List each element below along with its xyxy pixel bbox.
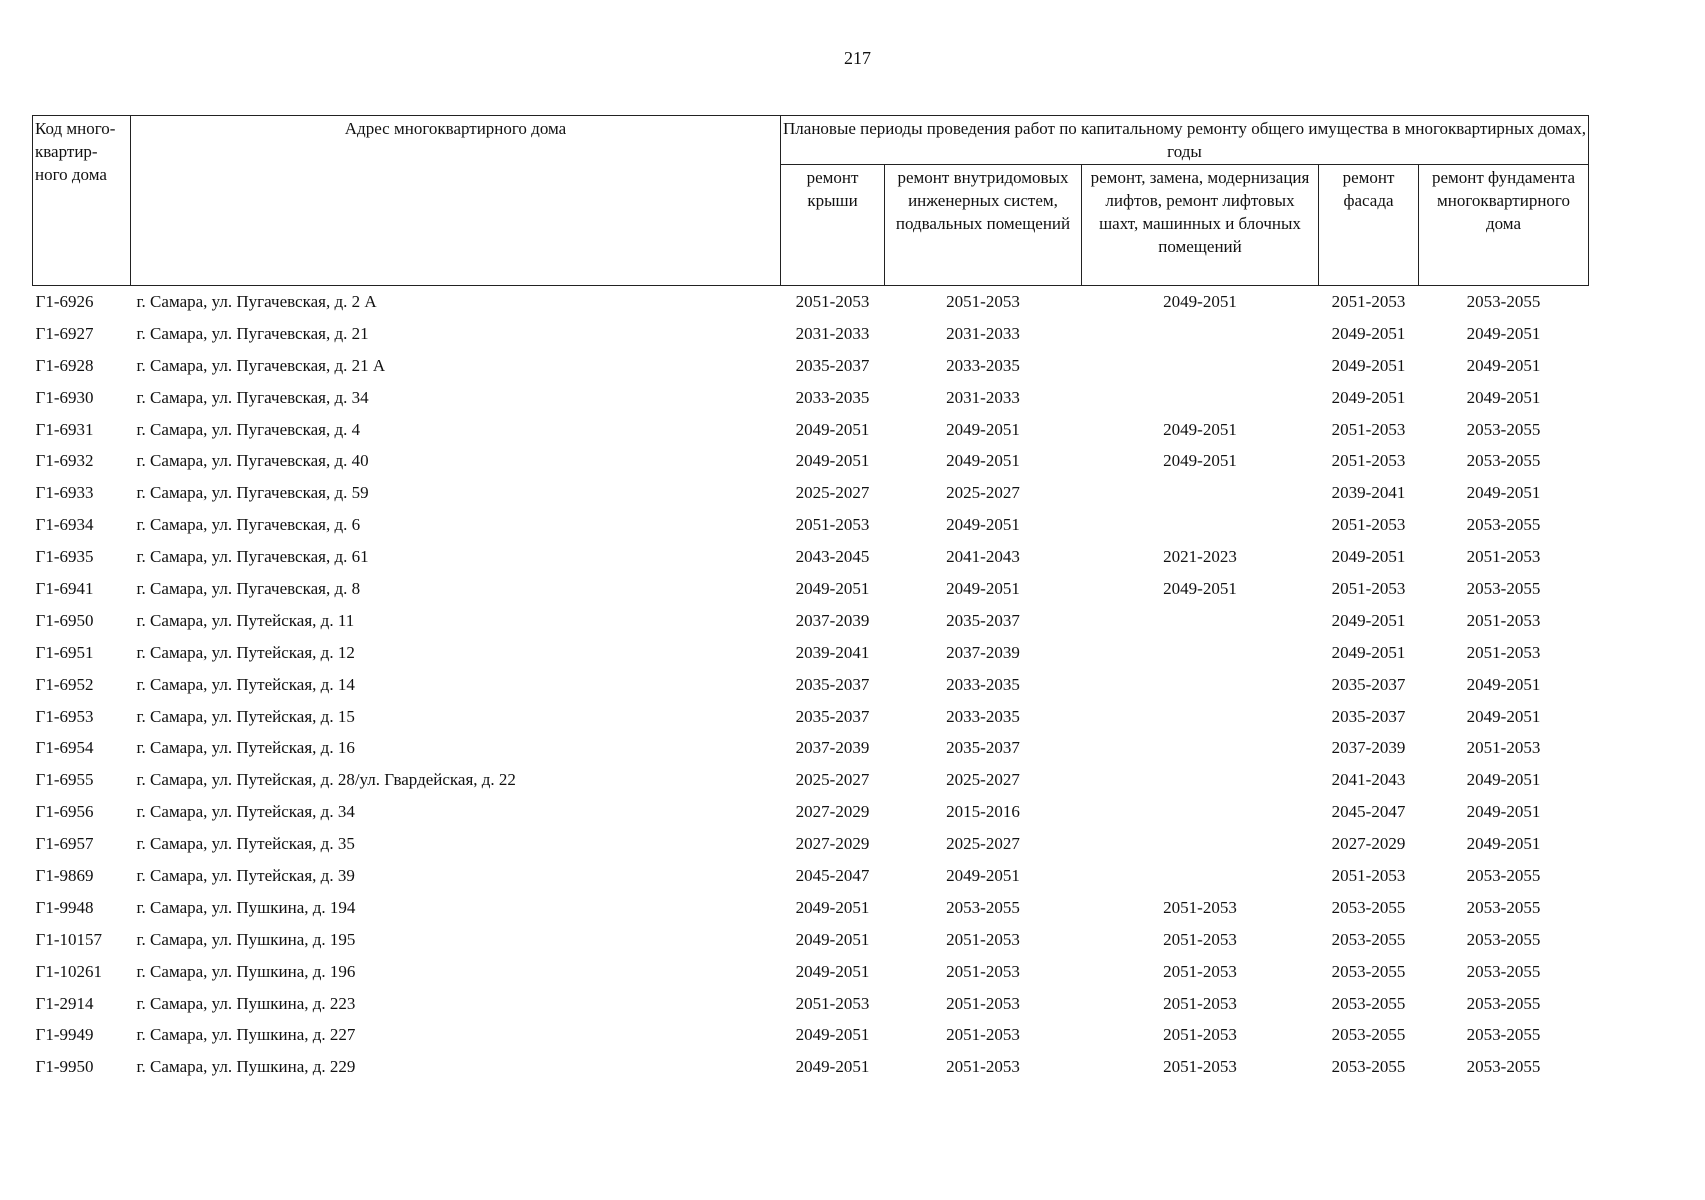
- cell-code: Г1-6932: [35, 451, 94, 471]
- cell-code: Г1-6927: [35, 323, 94, 343]
- header-roof: ремонт крыши: [781, 165, 885, 286]
- cell-roof: 2039-2041: [795, 642, 870, 662]
- table-row: [33, 796, 1589, 828]
- header-foundation: ремонт фундамента многоквартирного дома: [1419, 165, 1589, 286]
- table-row: [33, 445, 1589, 477]
- cell-facade: 2039-2041: [1331, 483, 1406, 503]
- cell-lifts: 2051-2053: [1163, 1025, 1237, 1045]
- cell-facade: 2051-2053: [1331, 578, 1406, 598]
- cell-code: Г1-6941: [35, 578, 94, 598]
- cell-code: Г1-6928: [35, 355, 94, 375]
- cell-foundation: 2053-2055: [1466, 451, 1541, 471]
- cell-address: г. Самара, ул. Путейская, д. 39: [136, 865, 355, 885]
- cell-engineering: 2035-2037: [946, 610, 1020, 630]
- cell-foundation: 2049-2051: [1466, 834, 1541, 854]
- table-row: [33, 828, 1589, 860]
- cell-code: Г1-6954: [35, 738, 94, 758]
- table-row: [33, 637, 1589, 669]
- table-row: [33, 860, 1589, 892]
- cell-code: Г1-6952: [35, 674, 94, 694]
- cell-code: Г1-6951: [35, 642, 94, 662]
- cell-address: г. Самара, ул. Путейская, д. 35: [136, 834, 355, 854]
- cell-engineering: 2051-2053: [946, 291, 1020, 311]
- cell-lifts: [1082, 605, 1319, 637]
- cell-facade: 2053-2055: [1331, 993, 1406, 1013]
- cell-address: г. Самара, ул. Пушкина, д. 195: [136, 929, 356, 949]
- cell-address: г. Самара, ул. Пушкина, д. 223: [136, 993, 356, 1013]
- cell-foundation: 2051-2053: [1466, 547, 1541, 567]
- cell-foundation: 2049-2051: [1466, 674, 1541, 694]
- cell-code: Г1-6953: [35, 706, 94, 726]
- cell-facade: 2053-2055: [1331, 1057, 1406, 1077]
- cell-facade: 2053-2055: [1331, 961, 1406, 981]
- cell-code: Г1-2914: [35, 993, 94, 1013]
- cell-address: г. Самара, ул. Пушкина, д. 227: [136, 1025, 356, 1045]
- cell-lifts: [1082, 637, 1319, 669]
- cell-facade: 2051-2053: [1331, 865, 1406, 885]
- cell-engineering: 2051-2053: [946, 993, 1020, 1013]
- cell-foundation: 2053-2055: [1466, 929, 1541, 949]
- table-row: [33, 318, 1589, 350]
- cell-engineering: 2031-2033: [946, 323, 1020, 343]
- table-row: [33, 1019, 1589, 1051]
- cell-facade: 2045-2047: [1331, 802, 1406, 822]
- cell-engineering: 2051-2053: [946, 1057, 1020, 1077]
- cell-lifts: 2021-2023: [1163, 547, 1237, 567]
- table-row: [33, 382, 1589, 414]
- cell-engineering: 2033-2035: [946, 706, 1020, 726]
- capital-repair-table: [32, 115, 1589, 1083]
- table-row: [33, 541, 1589, 573]
- cell-facade: 2051-2053: [1331, 291, 1406, 311]
- cell-facade: 2049-2051: [1331, 387, 1406, 407]
- cell-lifts: [1082, 796, 1319, 828]
- cell-facade: 2035-2037: [1331, 706, 1406, 726]
- cell-foundation: 2049-2051: [1466, 483, 1541, 503]
- cell-roof: 2033-2035: [795, 387, 870, 407]
- cell-code: Г1-6934: [35, 515, 94, 535]
- cell-address: г. Самара, ул. Пушкина, д. 194: [136, 897, 356, 917]
- cell-roof: 2025-2027: [795, 770, 870, 790]
- cell-lifts: 2051-2053: [1163, 993, 1237, 1013]
- table-row: [33, 1051, 1589, 1083]
- cell-facade: 2049-2051: [1331, 610, 1406, 630]
- cell-facade: 2053-2055: [1331, 1025, 1406, 1045]
- cell-facade: 2051-2053: [1331, 451, 1406, 471]
- cell-address: г. Самара, ул. Пугачевская, д. 4: [136, 419, 361, 439]
- cell-facade: 2053-2055: [1331, 897, 1406, 917]
- cell-lifts: 2051-2053: [1163, 897, 1237, 917]
- cell-roof: 2049-2051: [795, 1057, 870, 1077]
- cell-roof: 2025-2027: [795, 483, 870, 503]
- cell-foundation: 2053-2055: [1466, 1057, 1541, 1077]
- table-row: [33, 956, 1589, 988]
- cell-foundation: 2053-2055: [1466, 961, 1541, 981]
- cell-code: Г1-10261: [35, 961, 102, 981]
- page-number: 217: [844, 48, 871, 68]
- cell-roof: 2051-2053: [795, 515, 870, 535]
- cell-foundation: 2053-2055: [1466, 419, 1541, 439]
- cell-lifts: [1082, 701, 1319, 733]
- cell-roof: 2035-2037: [795, 355, 870, 375]
- cell-engineering: 2051-2053: [946, 929, 1020, 949]
- cell-foundation: 2049-2051: [1466, 706, 1541, 726]
- cell-lifts: 2049-2051: [1163, 419, 1237, 439]
- cell-facade: 2049-2051: [1331, 323, 1406, 343]
- cell-address: г. Самара, ул. Путейская, д. 34: [136, 802, 355, 822]
- cell-engineering: 2049-2051: [946, 578, 1020, 598]
- cell-roof: 2049-2051: [795, 578, 870, 598]
- cell-foundation: 2049-2051: [1466, 323, 1541, 343]
- cell-roof: 2049-2051: [795, 929, 870, 949]
- cell-code: Г1-9948: [35, 897, 94, 917]
- cell-engineering: 2051-2053: [946, 1025, 1020, 1045]
- cell-code: Г1-6956: [35, 802, 94, 822]
- cell-facade: 2053-2055: [1331, 929, 1406, 949]
- cell-facade: 2051-2053: [1331, 419, 1406, 439]
- cell-lifts: 2051-2053: [1163, 961, 1237, 981]
- table-row: [33, 477, 1589, 509]
- table-row: [33, 669, 1589, 701]
- cell-code: Г1-6930: [35, 387, 94, 407]
- cell-lifts: 2051-2053: [1163, 1057, 1237, 1077]
- cell-foundation: 2049-2051: [1466, 387, 1541, 407]
- cell-roof: 2051-2053: [795, 993, 870, 1013]
- table-row: [33, 414, 1589, 446]
- cell-foundation: 2053-2055: [1466, 1025, 1541, 1045]
- cell-code: Г1-9869: [35, 865, 94, 885]
- header-periods: Плановые периоды проведения работ по капитальному ремонту общего имущества в многоквартирных домах, годы: [781, 116, 1589, 165]
- cell-address: г. Самара, ул. Пугачевская, д. 21 А: [136, 355, 386, 375]
- cell-roof: 2037-2039: [795, 610, 870, 630]
- cell-code: Г1-6955: [35, 770, 94, 790]
- table-row: [33, 350, 1589, 382]
- header-code: Код много-квартир-ного дома: [33, 116, 131, 286]
- table-row: [33, 573, 1589, 605]
- cell-facade: 2051-2053: [1331, 515, 1406, 535]
- cell-lifts: 2049-2051: [1163, 291, 1237, 311]
- cell-code: Г1-6926: [35, 291, 94, 311]
- cell-engineering: 2049-2051: [946, 515, 1020, 535]
- cell-engineering: 2035-2037: [946, 738, 1020, 758]
- table-row: [33, 732, 1589, 764]
- cell-roof: 2027-2029: [795, 802, 870, 822]
- cell-roof: 2035-2037: [795, 706, 870, 726]
- cell-engineering: 2025-2027: [946, 770, 1020, 790]
- cell-foundation: 2053-2055: [1466, 515, 1541, 535]
- cell-lifts: [1082, 350, 1319, 382]
- table-row: [33, 605, 1589, 637]
- cell-facade: 2035-2037: [1331, 674, 1406, 694]
- cell-foundation: 2049-2051: [1466, 802, 1541, 822]
- cell-roof: 2045-2047: [795, 865, 870, 885]
- table-row: [33, 764, 1589, 796]
- cell-lifts: [1082, 860, 1319, 892]
- cell-engineering: 2031-2033: [946, 387, 1020, 407]
- cell-roof: 2043-2045: [795, 547, 870, 567]
- cell-facade: 2037-2039: [1331, 738, 1406, 758]
- cell-roof: 2027-2029: [795, 834, 870, 854]
- cell-address: г. Самара, ул. Пугачевская, д. 6: [136, 515, 361, 535]
- cell-roof: 2049-2051: [795, 419, 870, 439]
- cell-engineering: 2015-2016: [946, 802, 1020, 822]
- cell-engineering: 2051-2053: [946, 961, 1020, 981]
- cell-address: г. Самара, ул. Пугачевская, д. 21: [136, 323, 369, 343]
- cell-foundation: 2053-2055: [1466, 291, 1541, 311]
- table-row: [33, 892, 1589, 924]
- table-header: [33, 116, 1589, 286]
- cell-roof: 2049-2051: [795, 897, 870, 917]
- cell-facade: 2049-2051: [1331, 355, 1406, 375]
- cell-lifts: [1082, 382, 1319, 414]
- cell-foundation: 2053-2055: [1466, 865, 1541, 885]
- cell-engineering: 2025-2027: [946, 834, 1020, 854]
- cell-lifts: [1082, 828, 1319, 860]
- cell-code: Г1-6933: [35, 483, 94, 503]
- cell-foundation: 2051-2053: [1466, 610, 1541, 630]
- cell-lifts: [1082, 669, 1319, 701]
- cell-foundation: 2053-2055: [1466, 897, 1541, 917]
- cell-engineering: 2033-2035: [946, 674, 1020, 694]
- cell-address: г. Самара, ул. Пугачевская, д. 59: [136, 483, 369, 503]
- cell-code: Г1-6931: [35, 419, 94, 439]
- table-row: [33, 924, 1589, 956]
- cell-address: г. Самара, ул. Пугачевская, д. 61: [136, 547, 369, 567]
- cell-code: Г1-6935: [35, 547, 94, 567]
- cell-engineering: 2049-2051: [946, 865, 1020, 885]
- cell-address: г. Самара, ул. Путейская, д. 28/ул. Гвардейская, д. 22: [136, 770, 516, 790]
- cell-foundation: 2051-2053: [1466, 738, 1541, 758]
- cell-foundation: 2053-2055: [1466, 578, 1541, 598]
- header-engineering: ремонт внутридомовых инженерных систем, подвальных помещений: [885, 165, 1082, 286]
- table-row: [33, 286, 1589, 318]
- cell-facade: 2049-2051: [1331, 642, 1406, 662]
- cell-address: г. Самара, ул. Пугачевская, д. 40: [136, 451, 369, 471]
- cell-address: г. Самара, ул. Путейская, д. 11: [136, 610, 355, 630]
- cell-engineering: 2041-2043: [946, 547, 1020, 567]
- cell-address: г. Самара, ул. Путейская, д. 16: [136, 738, 355, 758]
- cell-roof: 2031-2033: [795, 323, 870, 343]
- cell-lifts: 2049-2051: [1163, 451, 1237, 471]
- cell-facade: 2049-2051: [1331, 547, 1406, 567]
- header-facade: ремонт фасада: [1319, 165, 1419, 286]
- cell-code: Г1-9949: [35, 1025, 94, 1045]
- cell-code: Г1-10157: [35, 929, 102, 949]
- table-body: [33, 286, 1589, 1084]
- cell-roof: 2049-2051: [795, 1025, 870, 1045]
- cell-address: г. Самара, ул. Пушкина, д. 196: [136, 961, 356, 981]
- cell-lifts: [1082, 477, 1319, 509]
- cell-engineering: 2053-2055: [946, 897, 1020, 917]
- cell-address: г. Самара, ул. Путейская, д. 14: [136, 674, 355, 694]
- cell-lifts: [1082, 764, 1319, 796]
- header-lifts: ремонт, замена, модернизация лифтов, ремонт лифтовых шахт, машинных и блочных помещений: [1082, 165, 1319, 286]
- cell-engineering: 2037-2039: [946, 642, 1020, 662]
- cell-engineering: 2049-2051: [946, 419, 1020, 439]
- header-address: Адрес многоквартирного дома: [131, 116, 781, 286]
- cell-roof: 2049-2051: [795, 961, 870, 981]
- cell-foundation: 2053-2055: [1466, 993, 1541, 1013]
- cell-address: г. Самара, ул. Пугачевская, д. 8: [136, 578, 361, 598]
- cell-facade: 2041-2043: [1331, 770, 1406, 790]
- cell-address: г. Самара, ул. Пушкина, д. 229: [136, 1057, 356, 1077]
- cell-roof: 2051-2053: [795, 291, 870, 311]
- cell-engineering: 2025-2027: [946, 483, 1020, 503]
- cell-roof: 2037-2039: [795, 738, 870, 758]
- table-row: [33, 988, 1589, 1020]
- cell-lifts: [1082, 318, 1319, 350]
- cell-code: Г1-9950: [35, 1057, 94, 1077]
- cell-address: г. Самара, ул. Путейская, д. 12: [136, 642, 355, 662]
- cell-lifts: 2051-2053: [1163, 929, 1237, 949]
- cell-foundation: 2051-2053: [1466, 642, 1541, 662]
- table-row: [33, 701, 1589, 733]
- cell-engineering: 2033-2035: [946, 355, 1020, 375]
- cell-code: Г1-6950: [35, 610, 94, 630]
- cell-address: г. Самара, ул. Пугачевская, д. 34: [136, 387, 369, 407]
- cell-roof: 2035-2037: [795, 674, 870, 694]
- cell-facade: 2027-2029: [1331, 834, 1406, 854]
- cell-lifts: 2049-2051: [1163, 578, 1237, 598]
- cell-roof: 2049-2051: [795, 451, 870, 471]
- cell-address: г. Самара, ул. Путейская, д. 15: [136, 706, 355, 726]
- cell-engineering: 2049-2051: [946, 451, 1020, 471]
- cell-lifts: [1082, 732, 1319, 764]
- cell-foundation: 2049-2051: [1466, 770, 1541, 790]
- cell-code: Г1-6957: [35, 834, 94, 854]
- cell-foundation: 2049-2051: [1466, 355, 1541, 375]
- cell-lifts: [1082, 509, 1319, 541]
- table-row: [33, 509, 1589, 541]
- cell-address: г. Самара, ул. Пугачевская, д. 2 А: [136, 291, 377, 311]
